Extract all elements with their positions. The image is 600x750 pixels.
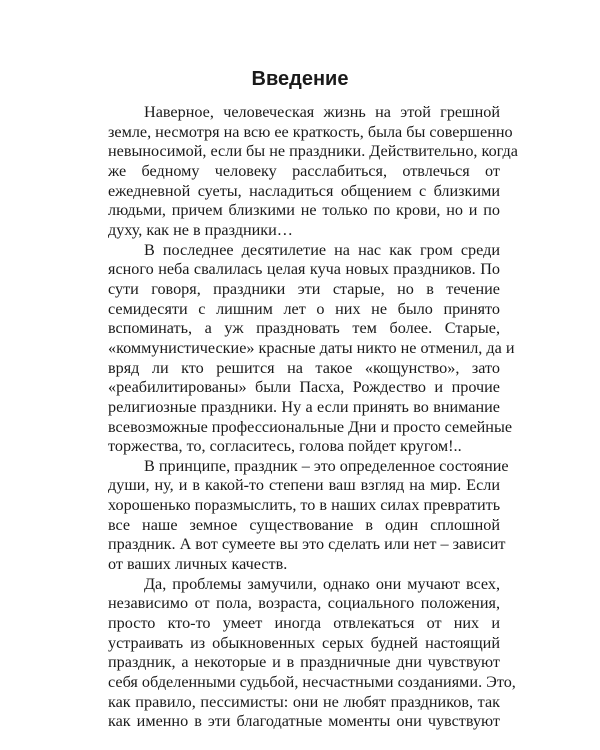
text-line: сути говоря, праздники эти старые, но в течение	[108, 279, 500, 298]
text-line: как правило, пессимисты: они не любят праздников, так	[108, 692, 500, 711]
text-line: невыносимой, если бы не праздники. Действительно, когда	[108, 142, 518, 161]
text-line: В последнее десятилетие на нас как гром среди	[144, 240, 500, 259]
text-line: хорошенько поразмыслить, то в наших силах превратить	[108, 496, 501, 515]
text-line: людьми, причем близкими не только по крови, но и по	[108, 201, 500, 220]
text-line: праздник, а некоторые и в праздничные дни чувствуют	[108, 653, 500, 672]
text-line: от ваших личных качеств.	[108, 555, 288, 574]
text-line: ясного неба свалилась целая куча новых праздников. По	[108, 260, 500, 279]
text-line: Наверное, человеческая жизнь на этой грешной	[144, 103, 500, 121]
text-line: всевозможные профессиональные Дни и просто семейные	[108, 417, 513, 436]
text-line: семидесяти с лишним лет о них не было принято	[108, 299, 500, 318]
text-line: Да, проблемы замучили, однако они мучают всех,	[144, 574, 500, 593]
text-line: «коммунистические» красные даты никто не отменил, да и	[108, 338, 515, 357]
text-line: духу, как не в праздники…	[108, 220, 293, 239]
text-line: вспоминать, а уж праздновать тем более. Старые,	[108, 319, 500, 338]
text-line: ежедневной суеты, насладиться общением с близкими	[108, 181, 500, 200]
text-line: В принципе, праздник – это определенное состояние	[144, 456, 509, 475]
text-line: праздник. А вот сумеете вы это сделать или нет – зависит	[108, 535, 506, 554]
text-line: просто кто-то умеет иногда отвлекаться от них и	[108, 614, 500, 633]
text-line: себя обделенными судьбой, несчастными созданиями. Это,	[108, 673, 516, 692]
text-line: устраивать из обыкновенных серых будней настоящий	[108, 633, 500, 652]
paragraph-2	[108, 240, 515, 457]
text-line: независимо от пола, возраста, социального положения,	[108, 594, 500, 613]
text-line: души, ну, и в какой-то степени ваш взгляд на мир. Если	[108, 476, 500, 495]
text-line: же бедному человеку расслабиться, отвлечься от	[108, 161, 500, 180]
body-text	[108, 103, 518, 732]
text-line: религиозные праздники. Ну а если принять во внимание	[108, 397, 500, 416]
paragraph-1	[108, 103, 518, 241]
paragraph-4	[108, 574, 516, 732]
text-line: «реабилитированы» были Пасха, Рождество и прочие	[108, 378, 500, 397]
text-line: как именно в эти благодатные моменты они чувствуют	[108, 712, 500, 731]
text-line: все наше земное существование в один сплошной	[108, 515, 500, 534]
text-line: вряд ли кто решится на такое «кощунство», зато	[108, 358, 500, 377]
page-title: Введение	[251, 68, 349, 90]
text-line: торжества, то, согласитесь, голова пойдет кругом!..	[108, 437, 462, 456]
text-line: земле, несмотря на всю ее краткость, была бы совершенно	[108, 122, 513, 141]
paragraph-3	[108, 456, 509, 575]
